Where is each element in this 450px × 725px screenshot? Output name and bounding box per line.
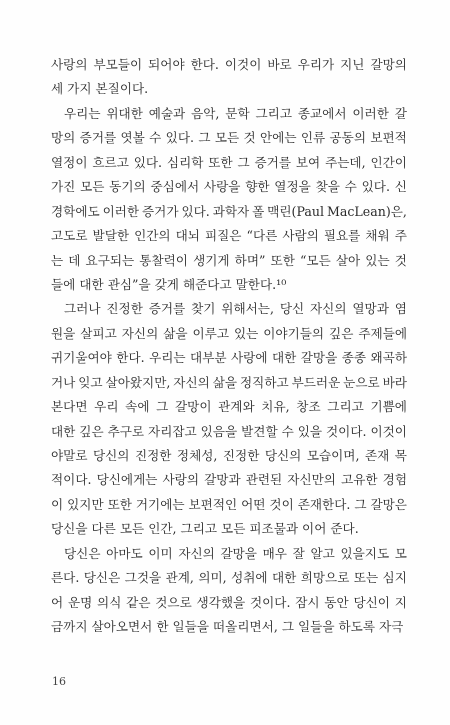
text-line: 고도로 발달한 인간의 대뇌 피질은 “다른 사람의 필요를 채워 주 <box>51 228 407 244</box>
text-line: 그러나 진정한 증거를 찾기 위해서는, 당신 자신의 열망과 염 <box>64 301 407 317</box>
page-number: 16 <box>52 675 66 688</box>
paragraph <box>51 102 407 298</box>
text-line: 야말로 당신의 진정한 정체성, 진정한 당신의 모습이며, 존재 목 <box>51 448 407 463</box>
text-line: 른다. 당신은 그것을 관계, 의미, 성취에 대한 희망으로 또는 심지 <box>51 570 407 586</box>
text-line: 금까지 살아오면서 한 일들을 떠올리면서, 그 일들을 하도록 자극 <box>51 619 404 635</box>
paragraph <box>51 53 407 102</box>
text-line: 귀기울여야 한다. 우리는 대부분 사랑에 대한 갈망을 종종 왜곡하 <box>51 350 407 366</box>
paragraph <box>51 542 407 640</box>
text-line: 우리는 위대한 예술과 음악, 문학 그리고 종교에서 이러한 갈 <box>64 105 407 121</box>
text-line: 당신을 다른 모든 인간, 그리고 모든 피조물과 이어 준다. <box>51 521 359 537</box>
body-text <box>51 53 407 640</box>
text-line: 거나 잊고 살아왔지만, 자신의 삶을 정직하고 부드러운 눈으로 바라 <box>51 374 407 390</box>
text-line: 경학에도 이러한 증거가 있다. 과학자 폴 맥린(Paul MacLean)은, <box>51 203 407 219</box>
text-line: 들에 대한 관심”을 갖게 해준다고 말한다.¹⁰ <box>51 276 287 292</box>
text-line: 본다면 우리 속에 그 갈망이 관계와 치유, 창조 그리고 기쁨에 <box>51 399 407 415</box>
text-line: 당신은 아마도 이미 자신의 갈망을 매우 잘 알고 있을지도 모 <box>64 545 407 561</box>
text-line: 어 운명 의식 같은 것으로 생각했을 것이다. 잠시 동안 당신이 지 <box>51 594 407 610</box>
text-line: 사랑의 부모들이 되어야 한다. 이것이 바로 우리가 지닌 갈망의 <box>51 57 407 72</box>
text-line: 적이다. 당신에게는 사랑의 갈망과 관련된 자신만의 고유한 경험 <box>51 472 407 488</box>
text-line: 대한 깊은 추구로 자리잡고 있음을 발견할 수 있을 것이다. 이것이 <box>51 423 407 439</box>
text-line: 이 있지만 또한 거기에는 보편적인 어떤 것이 존재한다. 그 갈망은 <box>51 496 407 512</box>
text-line: 세 가지 본질이다. <box>51 81 149 97</box>
text-line: 원을 살피고 자신의 삶을 이루고 있는 이야기들의 깊은 주제들에 <box>51 325 407 341</box>
text-line: 열정이 흐르고 있다. 심리학 또한 그 증거를 보여 주는데, 인간이 <box>51 154 407 170</box>
paragraph <box>51 297 407 541</box>
text-line: 망의 증거를 엿볼 수 있다. 그 모든 것 안에는 인류 공동의 보편적 <box>51 130 407 146</box>
text-line: 는 데 요구되는 통찰력이 생기게 하며” 또한 “모든 살아 있는 것 <box>51 252 407 268</box>
text-line: 가진 모든 동기의 중심에서 사랑을 향한 열정을 찾을 수 있다. 신 <box>51 179 407 195</box>
